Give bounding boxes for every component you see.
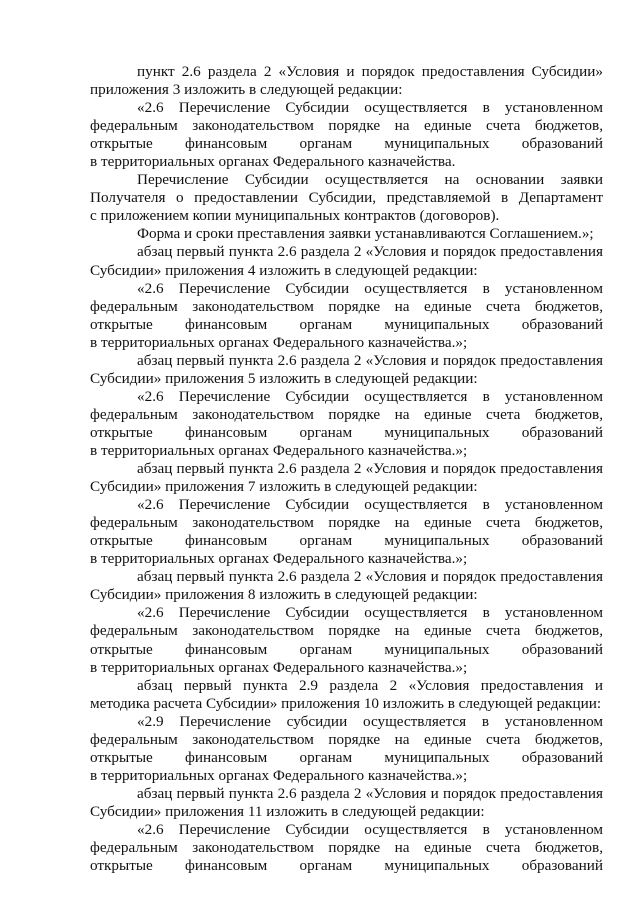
text-line: абзац первый пункта 2.9 раздела 2 «Условия предоставления и [137, 676, 603, 694]
text-line: открытые финансовым органам муниципальных образований [90, 423, 603, 441]
text-line: в территориальных органах Федерального казначейства. [90, 153, 456, 171]
text-line: федеральным законодательством порядке на единые счета бюджетов, [90, 514, 603, 532]
text-line: Субсидии» приложения 8 изложить в следующей редакции: [90, 586, 478, 604]
text-line: федеральным законодательством порядке на единые счета бюджетов, [90, 297, 603, 315]
text-line: «2.6 Перечисление Субсидии осуществляется в установленном [137, 496, 603, 514]
text-line: с приложением копии муниципальных контрактов (договоров). [90, 207, 500, 225]
text-line: абзац первый пункта 2.6 раздела 2 «Условия и порядок предоставления [137, 784, 603, 802]
text-line: федеральным законодательством порядке на единые счета бюджетов, [90, 730, 603, 748]
text-line: абзац первый пункта 2.6 раздела 2 «Условия и порядок предоставления [137, 243, 603, 261]
text-line: Перечисление Субсидии осуществляется на основании заявки [137, 171, 603, 189]
document-page [90, 63, 603, 875]
text-line: абзац первый пункта 2.6 раздела 2 «Условия и порядок предоставления [137, 568, 603, 586]
text-line: приложения 3 изложить в следующей редакции: [90, 81, 403, 99]
text-line: «2.6 Перечисление Субсидии осуществляется в установленном [137, 99, 603, 117]
text-line: в территориальных органах Федерального казначейства.»; [90, 550, 468, 568]
text-line: открытые финансовым органам муниципальных образований [90, 532, 603, 550]
text-line: «2.9 Перечисление субсидии осуществляется в установленном [137, 712, 603, 730]
text-line: открытые финансовым органам муниципальных образований [90, 135, 603, 153]
text-line: «2.6 Перечисление Субсидии осуществляется в установленном [137, 820, 603, 838]
text-line: абзац первый пункта 2.6 раздела 2 «Условия и порядок предоставления [137, 460, 603, 478]
text-line: пункт 2.6 раздела 2 «Условия и порядок предоставления Субсидии» [137, 63, 603, 80]
text-line: Субсидии» приложения 4 изложить в следующей редакции: [90, 261, 478, 279]
text-line: федеральным законодательством порядке на единые счета бюджетов, [90, 405, 603, 423]
text-line: Субсидии» приложения 11 изложить в следующей редакции: [90, 802, 485, 820]
text-line: Форма и сроки преставления заявки устанавливаются Соглашением.»; [137, 225, 594, 243]
text-line: открытые финансовым органам муниципальных образований [90, 857, 603, 875]
text-line: Субсидии» приложения 5 изложить в следующей редакции: [90, 369, 478, 387]
text-line: в территориальных органах Федерального казначейства.»; [90, 441, 468, 459]
text-line: Получателя о предоставлении Субсидии, представляемой в Департамент [90, 189, 603, 207]
text-line: «2.6 Перечисление Субсидии осуществляется в установленном [137, 279, 603, 297]
text-line: «2.6 Перечисление Субсидии осуществляется в установленном [137, 604, 603, 622]
text-line: Субсидии» приложения 7 изложить в следующей редакции: [90, 478, 478, 496]
text-line: федеральным законодательством порядке на единые счета бюджетов, [90, 839, 603, 857]
text-line: в территориальных органах Федерального казначейства.»; [90, 766, 468, 784]
text-line: в территориальных органах Федерального казначейства.»; [90, 658, 468, 676]
text-line: в территориальных органах Федерального казначейства.»; [90, 333, 468, 351]
text-line: федеральным законодательством порядке на единые счета бюджетов, [90, 117, 603, 135]
text-line: «2.6 Перечисление Субсидии осуществляется в установленном [137, 387, 603, 405]
text-line: открытые финансовым органам муниципальных образований [90, 315, 603, 333]
text-line: федеральным законодательством порядке на единые счета бюджетов, [90, 622, 603, 640]
text-line: абзац первый пункта 2.6 раздела 2 «Условия и порядок предоставления [137, 351, 603, 369]
text-line: открытые финансовым органам муниципальных образований [90, 640, 603, 658]
text-line: открытые финансовым органам муниципальных образований [90, 748, 603, 766]
text-line: методика расчета Субсидии» приложения 10 изложить в следующей редакции: [90, 694, 602, 712]
